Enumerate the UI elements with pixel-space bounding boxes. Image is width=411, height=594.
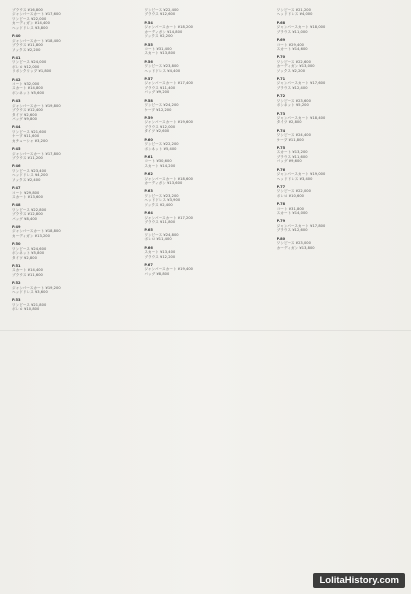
page-heading: P.54 xyxy=(144,20,153,25)
price-line: ジャンパースカート ¥17,800 xyxy=(12,151,61,156)
page-heading: P.78 xyxy=(276,202,286,207)
price-line: ボレロ ¥12,000 xyxy=(12,64,40,69)
spacer xyxy=(144,39,270,42)
price-line: カチューシャ ¥3,200 xyxy=(12,138,48,143)
price-line: タイツ ¥2,600 xyxy=(12,112,37,117)
spacer xyxy=(12,277,138,280)
price-line: ジャンパースカート ¥17,800 xyxy=(276,223,326,228)
price-line: カーディガン ¥13,200 xyxy=(12,233,50,238)
price-line: ワンピース ¥24,600 xyxy=(12,246,47,251)
price-line: ボレロ ¥10,800 xyxy=(12,307,40,312)
spacer xyxy=(277,233,403,236)
page-heading: P.56 xyxy=(144,59,153,64)
price-line: バッグ ¥8,400 xyxy=(12,216,37,221)
price-line: ソックス ¥2,200 xyxy=(12,47,41,52)
spacer xyxy=(144,224,270,227)
price-line: リボンクリップ ¥1,800 xyxy=(12,69,52,74)
price-line: ブラウス ¥11,400 xyxy=(144,85,176,90)
price-line: ヘッドドレス ¥3,800 xyxy=(12,25,48,30)
spacer xyxy=(12,122,138,125)
price-line: スカート ¥14,800 xyxy=(12,86,43,91)
price-line: カーディガン ¥14,800 xyxy=(144,29,183,34)
price-line: ブラウス ¥11,600 xyxy=(276,154,308,159)
price-line: ボンネット ¥5,200 xyxy=(276,103,309,108)
price-line: ジャンパースカート ¥18,200 xyxy=(144,25,194,30)
price-columns xyxy=(12,8,403,586)
price-line: コート ¥32,000 xyxy=(12,82,40,87)
page-heading: P.61 xyxy=(144,154,153,159)
price-line: ソックス ¥2,200 xyxy=(144,34,173,39)
page-heading: P.70 xyxy=(276,55,286,60)
price-line: ワンピース ¥23,400 xyxy=(12,168,47,173)
price-line: コート ¥31,800 xyxy=(276,206,304,211)
spacer xyxy=(144,186,270,189)
spacer xyxy=(144,242,270,245)
price-line: コート ¥29,400 xyxy=(276,42,304,47)
price-line: ブラウス ¥16,800 xyxy=(12,8,43,12)
price-line: ソックス ¥2,400 xyxy=(144,202,173,207)
spacer xyxy=(12,238,138,241)
spacer xyxy=(144,151,270,154)
price-line: ワンピース ¥24,200 xyxy=(144,103,179,108)
price-line: ジャンパースカート ¥18,800 xyxy=(12,229,61,234)
page-heading: P.41 xyxy=(12,55,21,60)
price-line: ボンネット ¥5,600 xyxy=(12,90,45,95)
spacer xyxy=(144,112,270,115)
price-line: ジャンパースカート ¥18,400 xyxy=(12,38,61,43)
price-line: ジャンパースカート ¥19,400 xyxy=(144,267,194,272)
price-line: タイツ ¥2,800 xyxy=(12,255,37,260)
spacer xyxy=(12,143,138,146)
price-line: ヘッドドレス ¥4,000 xyxy=(276,12,313,17)
site-watermark: LolitaHistory.com xyxy=(313,573,405,588)
price-line: ブラウス ¥12,800 xyxy=(12,212,43,217)
spacer xyxy=(144,168,270,171)
spacer xyxy=(144,134,270,137)
price-line: ワンピース ¥22,200 xyxy=(144,142,179,147)
spacer xyxy=(12,221,138,224)
page-heading: P.66 xyxy=(144,245,153,250)
price-line: ケープ ¥12,200 xyxy=(144,107,172,112)
price-line: ヘッドドレス ¥3,900 xyxy=(144,198,181,203)
price-line: バッグ ¥8,800 xyxy=(144,271,170,276)
spacer xyxy=(12,260,138,263)
spacer xyxy=(277,17,403,20)
price-line: ワンピース ¥21,200 xyxy=(276,8,311,12)
page-heading: P.64 xyxy=(144,211,153,216)
page-heading: P.40 xyxy=(12,34,21,39)
price-line: ブラウス ¥11,800 xyxy=(12,43,43,48)
price-line: コート ¥30,600 xyxy=(144,159,172,164)
page-heading: P.62 xyxy=(144,172,153,177)
spacer xyxy=(144,95,270,98)
price-line: ワンピース ¥23,800 xyxy=(144,64,179,69)
page-heading: P.77 xyxy=(276,184,286,189)
price-line: ジャンパースカート ¥18,600 xyxy=(144,176,194,181)
spacer xyxy=(144,56,270,59)
price-line: ワンピース ¥22,800 xyxy=(12,207,47,212)
price-line: ブラウス ¥12,000 xyxy=(144,124,176,129)
price-line: ヘッドドレス ¥4,200 xyxy=(12,173,48,178)
price-line: スカート ¥13,400 xyxy=(144,250,176,255)
price-line: スカート ¥14,000 xyxy=(276,211,308,216)
price-line: ブラウス ¥11,000 xyxy=(276,29,308,34)
price-line: ブラウス ¥12,600 xyxy=(144,12,176,17)
spacer xyxy=(144,207,270,210)
price-line: ボンネット ¥5,400 xyxy=(144,146,177,151)
page-heading: P.45 xyxy=(12,147,21,152)
page-heading: P.59 xyxy=(144,115,153,120)
spacer xyxy=(277,164,403,167)
price-line: バッグ ¥9,800 xyxy=(12,117,37,122)
price-line: ヘッドドレス ¥3,600 xyxy=(12,290,48,295)
spacer xyxy=(12,95,138,98)
spacer xyxy=(12,295,138,298)
price-line: ソックス ¥2,200 xyxy=(276,68,306,73)
price-line: ワンピース ¥22,000 xyxy=(276,189,311,194)
page-heading: P.72 xyxy=(276,94,286,99)
page-heading: P.49 xyxy=(12,225,21,230)
price-line: ワンピース ¥23,200 xyxy=(144,193,179,198)
page-heading: P.44 xyxy=(12,125,21,130)
price-line: カーディガン ¥13,000 xyxy=(276,64,315,69)
price-line: ジャンパースカート ¥17,200 xyxy=(144,215,194,220)
spacer xyxy=(144,17,270,20)
page-heading: P.57 xyxy=(144,77,153,81)
price-line: タイツ ¥2,600 xyxy=(144,129,170,134)
price-line: ワンピース ¥22,000 xyxy=(12,16,47,21)
page-heading: P.74 xyxy=(276,128,286,133)
price-line: ジャンパースカート ¥19,800 xyxy=(12,103,61,108)
price-line: スカート ¥13,800 xyxy=(144,51,176,56)
price-line: ワンピース ¥23,600 xyxy=(276,98,311,103)
page-heading: P.46 xyxy=(12,164,21,169)
page-heading: P.68 xyxy=(276,20,286,25)
price-line: スカート ¥14,400 xyxy=(12,268,43,273)
page-heading: P.48 xyxy=(12,203,21,208)
page-heading: P.67 xyxy=(144,262,153,267)
price-line: バッグ ¥9,600 xyxy=(276,159,302,164)
price-line: ワンピース ¥24,800 xyxy=(144,232,179,237)
spacer xyxy=(12,199,138,202)
page-heading: P.80 xyxy=(276,236,286,241)
price-line: ジャンパースカート ¥19,200 xyxy=(12,285,61,290)
price-line: ワンピース ¥22,400 xyxy=(144,8,179,12)
page-heading: P.42 xyxy=(12,77,21,82)
spacer xyxy=(277,125,403,128)
price-line: ジャンパースカート ¥18,000 xyxy=(276,25,326,30)
spacer xyxy=(277,73,403,76)
page-heading: P.53 xyxy=(12,298,21,303)
spacer xyxy=(277,181,403,184)
price-line: ワンピース ¥24,000 xyxy=(12,60,47,65)
price-line: コート ¥29,800 xyxy=(12,190,40,195)
page-heading: P.51 xyxy=(12,263,21,268)
price-line: ヘッドドレス ¥4,400 xyxy=(144,68,181,73)
price-line: ジャンパースカート ¥18,400 xyxy=(276,115,326,120)
page-heading: P.73 xyxy=(276,111,286,116)
price-line: ワンピース ¥24,400 xyxy=(276,133,311,138)
price-line: カーディガン ¥13,800 xyxy=(276,245,315,250)
price-line: スカート ¥13,600 xyxy=(12,194,43,199)
price-line: ジャンパースカート ¥19,600 xyxy=(144,120,194,125)
page-heading: P.69 xyxy=(276,38,286,43)
price-line: ブラウス ¥12,600 xyxy=(276,228,308,233)
price-column-3 xyxy=(277,8,403,586)
price-line: スカート ¥13,200 xyxy=(276,150,308,155)
page-heading: P.55 xyxy=(144,42,153,47)
price-line: ブラウス ¥11,200 xyxy=(12,156,43,161)
spacer xyxy=(12,74,138,77)
spacer xyxy=(277,198,403,201)
page-heading: P.47 xyxy=(12,186,21,191)
spacer xyxy=(12,52,138,55)
price-line: ジャンパースカート ¥17,600 xyxy=(12,12,61,17)
page-heading: P.60 xyxy=(144,137,153,142)
page-fold-line xyxy=(0,330,411,331)
page-heading: P.43 xyxy=(12,99,21,104)
price-line: コート ¥31,400 xyxy=(144,46,172,51)
spacer xyxy=(277,108,403,111)
page-heading: P.52 xyxy=(12,281,21,286)
price-line: ブラウス ¥11,600 xyxy=(12,272,43,277)
price-line: ブラウス ¥11,800 xyxy=(144,220,176,225)
spacer xyxy=(277,142,403,145)
price-line: ワンピース ¥23,000 xyxy=(276,241,311,246)
price-line: ボンネット ¥5,800 xyxy=(12,251,45,256)
spacer xyxy=(12,30,138,33)
price-line: ワンピース ¥21,800 xyxy=(12,302,47,307)
price-line: ブラウス ¥12,400 xyxy=(276,85,308,90)
price-line: ジャンパースカート ¥17,400 xyxy=(144,81,194,86)
price-line: ボレロ ¥10,600 xyxy=(276,193,304,198)
page-heading: P.58 xyxy=(144,98,153,103)
price-line: ワンピース ¥22,600 xyxy=(276,59,311,64)
price-line: ヘッドドレス ¥3,400 xyxy=(276,176,313,181)
price-line: ケープ ¥11,600 xyxy=(12,134,40,139)
spacer xyxy=(12,160,138,163)
spacer xyxy=(277,90,403,93)
spacer xyxy=(12,182,138,185)
page-heading: P.71 xyxy=(276,77,286,81)
page-heading: P.65 xyxy=(144,228,153,233)
price-line: ブラウス ¥12,200 xyxy=(144,254,176,259)
price-line: ジャンパースカート ¥19,000 xyxy=(276,172,326,177)
price-line: ソックス ¥2,400 xyxy=(12,177,41,182)
price-column-1 xyxy=(12,8,138,586)
price-line: ケープ ¥11,800 xyxy=(276,137,304,142)
spacer xyxy=(277,34,403,37)
spacer xyxy=(277,216,403,219)
price-column-2 xyxy=(144,8,270,586)
price-line: スカート ¥14,200 xyxy=(144,163,176,168)
price-line: カーディガン ¥13,600 xyxy=(144,181,183,186)
price-line: タイツ ¥2,800 xyxy=(276,120,302,125)
price-line: ボレロ ¥11,400 xyxy=(144,237,172,242)
price-line: バッグ ¥9,200 xyxy=(144,90,170,95)
page-heading: P.79 xyxy=(276,219,286,224)
page-heading: P.50 xyxy=(12,242,21,247)
spacer xyxy=(144,259,270,262)
price-line: スカート ¥14,600 xyxy=(276,46,308,51)
spacer xyxy=(144,73,270,76)
page-heading: P.75 xyxy=(276,146,286,150)
price-line: カーディガン ¥14,400 xyxy=(12,21,50,26)
page-heading: P.76 xyxy=(276,167,286,172)
page-heading: P.63 xyxy=(144,189,153,194)
price-line: ブラウス ¥12,400 xyxy=(12,108,43,113)
price-line: ワンピース ¥21,600 xyxy=(12,129,47,134)
price-line: ジャンパースカート ¥17,600 xyxy=(276,81,326,86)
spacer xyxy=(277,51,403,54)
